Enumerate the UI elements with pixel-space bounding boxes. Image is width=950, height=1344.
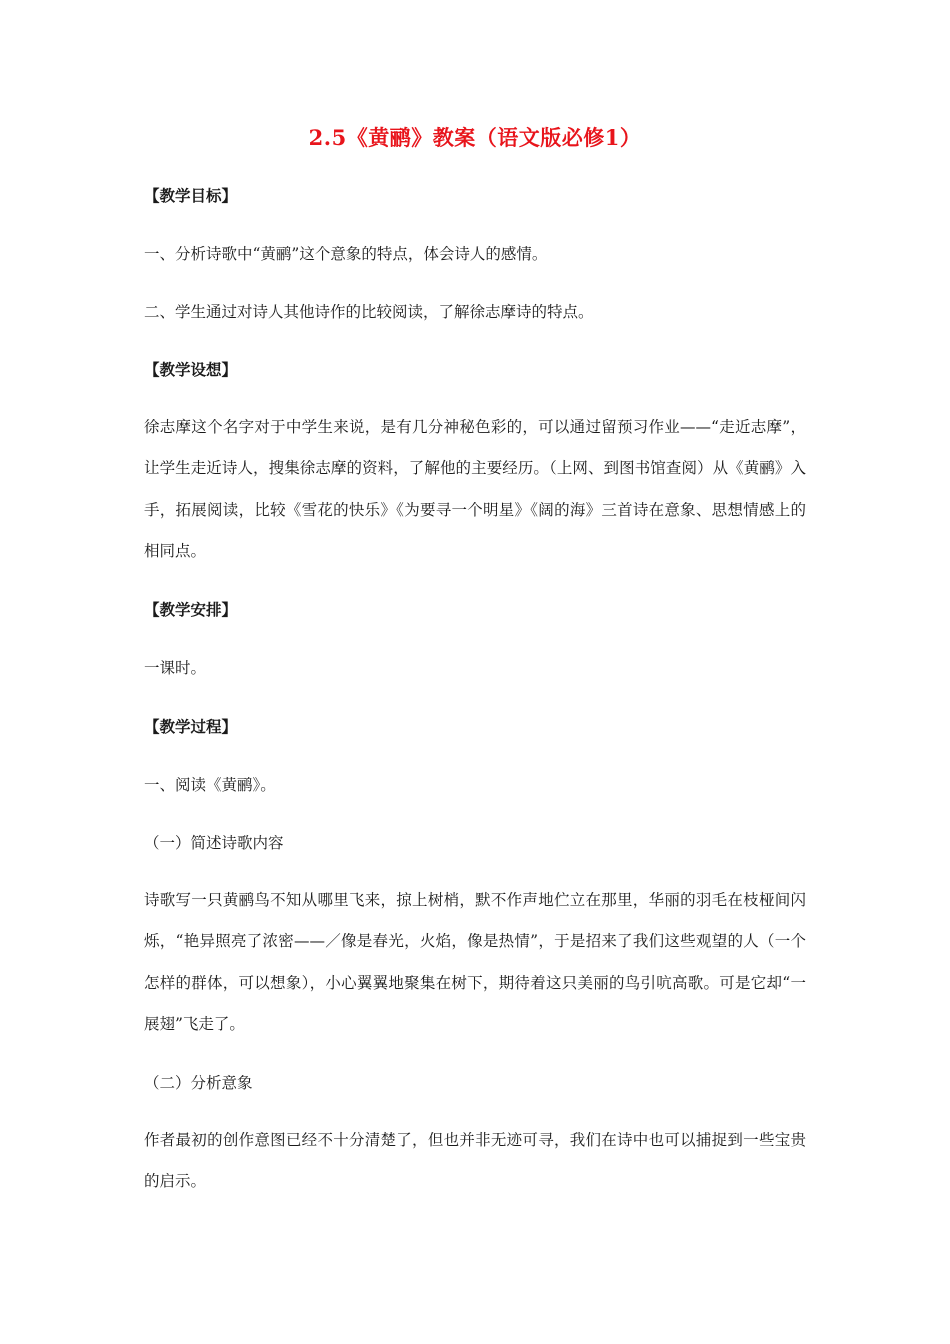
section-heading-arrangement: 【教学安排】 [144, 600, 238, 619]
analysis-paragraph: 作者最初的创作意图已经不十分清楚了，但也并非无迹可寻，我们在诗中也可以捕捉到一些宝贵的启示。 [144, 1131, 806, 1191]
summary-paragraph: 诗歌写一只黄鹂鸟不知从哪里飞来，掠上树梢，默不作声地伫立在那里，华丽的羽毛在枝桠间闪烁，“艳异照亮了浓密——／像是春光，火焰，像是热情”，于是招来了我们这些观望的人（一个怎样的群体，可以想象），小心翼翼地聚集在树下，期待着这只美丽的鸟引吭高歌。可是它却“一展翅”飞走了。 [144, 891, 806, 1033]
subsection-heading-2: （二）分析意象 [144, 1074, 253, 1092]
subsection-heading-1: （一）简述诗歌内容 [144, 834, 284, 852]
process-step-1: 一、阅读《黄鹂》。 [144, 776, 276, 794]
goal-item-1: 一、分析诗歌中“黄鹂”这个意象的特点，体会诗人的感情。 [144, 245, 548, 263]
arrangement-text: 一课时。 [144, 659, 207, 677]
goal-item-2: 二、学生通过对诗人其他诗作的比较阅读，了解徐志摩诗的特点。 [144, 303, 594, 321]
section-heading-goals: 【教学目标】 [144, 186, 238, 205]
idea-paragraph: 徐志摩这个名字对于中学生来说，是有几分神秘色彩的，可以通过留预习作业——“走近志摩”，让学生走近诗人，搜集徐志摩的资料，了解他的主要经历。（上网、到图书馆查阅）从《黄鹂》入手，拓展阅读，比较《雪花的快乐》《为要寻一个明星》《阔的海》三首诗在意象、思想情感上的相同点。 [144, 418, 806, 560]
document-title: 2.5《黄鹂》教案（语文版必修1） [308, 125, 642, 150]
section-heading-process: 【教学过程】 [144, 717, 238, 736]
section-heading-idea: 【教学设想】 [144, 360, 238, 379]
